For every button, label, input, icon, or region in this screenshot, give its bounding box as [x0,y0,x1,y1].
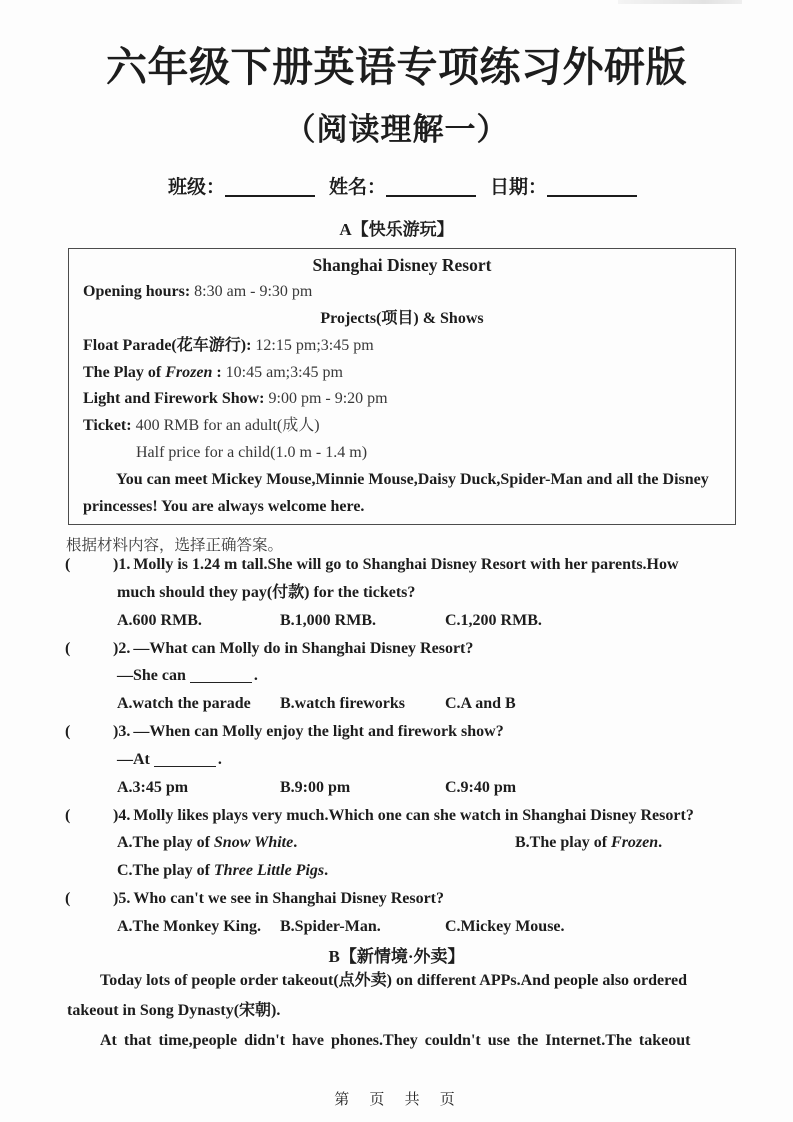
opening-hours-label: Opening hours: [83,282,191,300]
option-a-title: Snow White [213,834,294,852]
answer-post: . [217,750,222,768]
frozen-play-line [83,360,721,387]
question-number: )3. [113,723,131,741]
question-1-line2: much should they pay(付款) for the tickets? [117,583,416,601]
section-a-heading: A【快乐游玩】 [339,220,454,239]
question-text: Molly is 1.24 m tall.She will go to Shanghai Disney Resort with her parents.How [133,556,679,573]
class-blank [225,195,315,197]
answer-paren: ( [65,806,71,824]
box-note-line2: princesses! You are always welcome here. [83,498,365,516]
frozen-play-title: Frozen [165,363,213,381]
option-a-pre: A.The play of [117,834,214,852]
float-parade-value: 12:15 pm;3:45 pm [255,336,374,354]
option-c: C.Mickey Mouse. [445,917,565,935]
question-3-options [0,774,793,802]
header-fields [168,172,651,199]
name-blank [386,195,476,197]
projects-heading: Projects(项目) & Shows [320,309,484,327]
question-number: )1. [113,556,131,573]
option-c-pre: C.The play of [117,862,214,880]
option-c-post: . [324,862,329,880]
option-b-pre: B.The play of [515,834,612,852]
question-2-answer-line [0,662,793,690]
question-1-line1 [0,551,793,579]
opening-hours-line [83,279,721,306]
answer-paren: ( [65,639,71,657]
option-a: A.The Monkey King. [117,917,262,935]
answer-blank [190,682,252,683]
option-b: B.Spider-Man. [280,917,381,935]
firework-show-value: 9:00 pm - 9:20 pm [268,390,388,408]
passage-para1-line1: Today lots of people order takeout(点外卖) on different APPs.And people also ordered [100,972,687,989]
float-parade-line [83,333,721,360]
question-2-options [0,690,793,718]
question-1-options [0,607,793,635]
ticket-label: Ticket: [83,417,132,435]
answer-paren: ( [65,723,71,741]
question-5-line1 [0,885,793,913]
frozen-play-colon: : [216,363,222,381]
answer-paren: ( [65,890,71,908]
answer-paren: ( [65,556,71,573]
disney-info-box [68,248,736,525]
option-b-post: . [658,834,663,852]
page-footer: 第 页 共 页 [334,1091,459,1108]
frozen-play-value: 10:45 am;3:45 pm [225,363,343,381]
question-text: —When can Molly enjoy the light and firework show? [133,723,504,741]
opening-hours-value: 8:30 am - 9:30 pm [194,282,313,300]
question-4-options-ab [0,829,793,857]
option-c-title: Three Little Pigs [213,862,325,880]
class-field [168,172,315,199]
option-a: A.watch the parade [117,695,251,713]
passage-para1-line2: takeout in Song Dynasty(宋朝). [67,1002,281,1019]
ticket-line [83,413,721,440]
option-b: B.1,000 RMB. [280,611,376,629]
class-label: 班级： [168,177,226,198]
question-number: )2. [113,639,131,657]
question-4-line1 [0,802,793,830]
float-parade-label: Float Parade(花车游行): [83,336,252,354]
option-b: B.watch fireworks [280,695,406,713]
option-c: C.9:40 pm [445,778,517,796]
question-3-answer-line [0,746,793,774]
ticket-value: 400 RMB for an adult(成人) [135,417,320,435]
answer-pre: —She can [117,667,186,685]
option-a: A.600 RMB. [117,611,202,629]
option-b-title: Frozen [611,834,659,852]
page-title: 六年级下册英语专项练习外研版 [106,44,687,90]
box-note-line1: You can meet Mickey Mouse,Minnie Mouse,Daisy Duck,Spider-Man and all the Disney [116,471,709,489]
date-label: 日期： [490,177,548,198]
page-subtitle: （阅读理解一） [284,112,509,147]
question-3-line1 [0,718,793,746]
option-c: C.A and B [445,695,516,713]
answer-pre: —At [117,750,150,768]
answer-post: . [253,667,258,685]
section-b-heading: B【新情境·外卖】 [328,947,465,966]
box-title: Shanghai Disney Resort [312,255,492,275]
frozen-play-label: The Play of [83,363,166,381]
question-4-option-c [0,857,793,885]
option-b: B.9:00 pm [280,778,351,796]
option-a: A.3:45 pm [117,778,189,796]
half-price-line: Half price for a child(1.0 m - 1.4 m) [136,444,368,462]
question-5-options [0,913,793,941]
option-b [515,829,662,857]
scan-artifact [618,0,742,4]
question-list [0,551,793,941]
question-number: )4. [113,806,131,824]
question-text: Who can't we see in Shanghai Disney Resort? [133,890,445,908]
answer-blank [154,766,216,767]
section-b-passage [67,966,747,1056]
option-a-post: . [293,834,298,852]
option-c: C.1,200 RMB. [445,611,542,629]
name-label: 姓名： [329,177,387,198]
firework-show-label: Light and Firework Show: [83,390,265,408]
firework-show-line [83,386,721,413]
question-number: )5. [113,890,131,908]
instruction-text: 根据材料内容，选择正确答案。 [66,537,284,554]
question-text: Molly likes plays very much.Which one can she watch in Shanghai Disney Resort? [133,806,694,824]
passage-para2-line1: At that time,people didn't have phones.They couldn't use the Internet.The takeout [100,1032,691,1049]
question-text: —What can Molly do in Shanghai Disney Resort? [133,639,474,657]
date-field [490,172,637,199]
option-a [117,829,515,857]
date-blank [547,195,637,197]
question-2-line1 [0,635,793,663]
name-field [329,172,476,199]
